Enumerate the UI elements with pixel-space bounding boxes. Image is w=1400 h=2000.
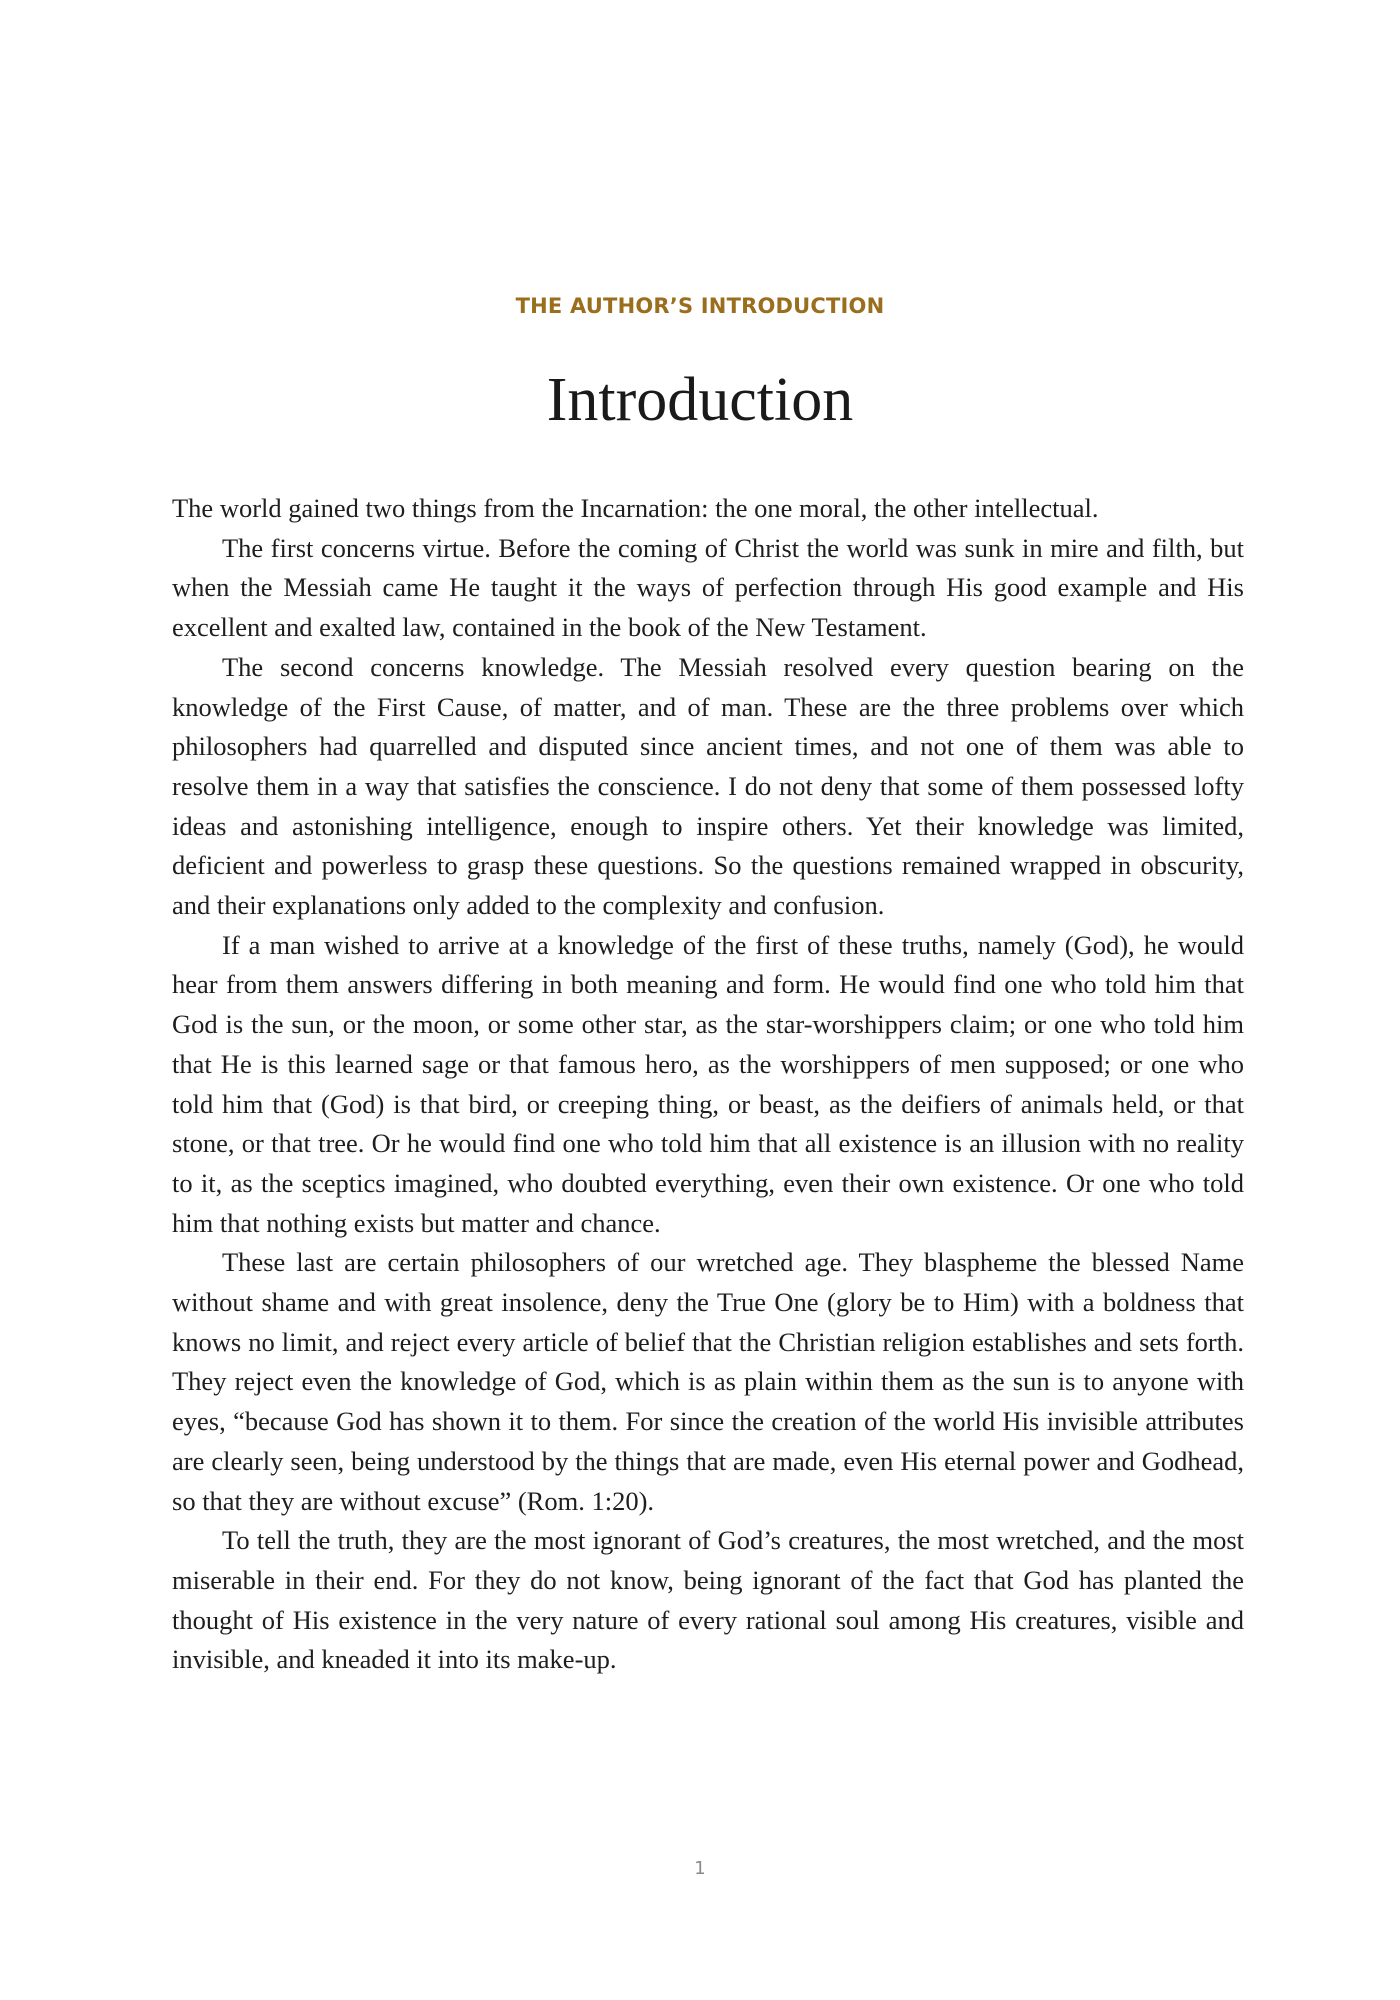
paragraph-1: The world gained two things from the Incarnation: the one moral, the other intellectual.	[172, 493, 1099, 523]
page-number: 1	[694, 1858, 706, 1879]
paragraph-6: To tell the truth, they are the most ignorant of God’s creatures, the most wretched, and the most miserable in their end. For they do not know, being ignorant of the fact that God has planted the thought of His existence in the very nature of every rational soul among His creatures, visible and invisible, and kneaded it into its make-up.	[172, 1525, 1244, 1675]
section-kicker: THE AUTHOR’S INTRODUCTION	[515, 294, 885, 318]
paragraph-4: If a man wished to arrive at a knowledge of the first of these truths, namely (God), he would hear from them answers differing in both meaning and form. He would find one who told him that God is the sun, or the moon, or some other star, as the star-worshippers claim; or one who told him that He is this learned sage or that famous hero, as the worshippers of men supposed; or one who told him that (God) is that bird, or creeping thing, or beast, as the deifiers of animals held, or that stone, or that tree. Or he would find one who told him that all existence is an illusion with no reality to it, as the sceptics imagined, who doubted everything, even their own existence. Or one who told him that nothing exists but matter and chance.	[172, 929, 1244, 1238]
body-text	[172, 489, 1244, 1680]
paragraph-5: These last are certain philosophers of our wretched age. They blaspheme the blessed Name without shame and with great insolence, deny the True One (glory be to Him) with a boldness that knows no limit, and reject every article of belief that the Christian religion establishes and sets forth. They reject even the knowledge of God, which is as plain within them as the sun is to anyone with eyes, “because God has shown it to them. For since the creation of the world His invisible attributes are clearly seen, being understood by the things that are made, even His eternal power and Godhead, so that they are without excuse” (Rom. 1:20).	[172, 1247, 1244, 1516]
paragraph-3: The second concerns knowledge. The Messiah resolved every question bearing on the knowledge of the First Cause, of matter, and of man. These are the three problems over which philosophers had quarrelled and disputed since ancient times, and not one of them was able to resolve them in a way that satisfies the conscience. I do not deny that some of them possessed lofty ideas and astonishing intelligence, enough to inspire others. Yet their knowledge was limited, deficient and powerless to grasp these questions. So the questions remained wrapped in obscurity, and their explanations only added to the complexity and confusion.	[172, 651, 1244, 921]
paragraph-2: The first concerns virtue. Before the coming of Christ the world was sunk in mire and filth, but when the Messiah came He taught it the ways of perfection through His good example and His excellent and exalted law, contained in the book of the New Testament.	[172, 532, 1244, 643]
page-title: Introduction	[546, 366, 854, 434]
